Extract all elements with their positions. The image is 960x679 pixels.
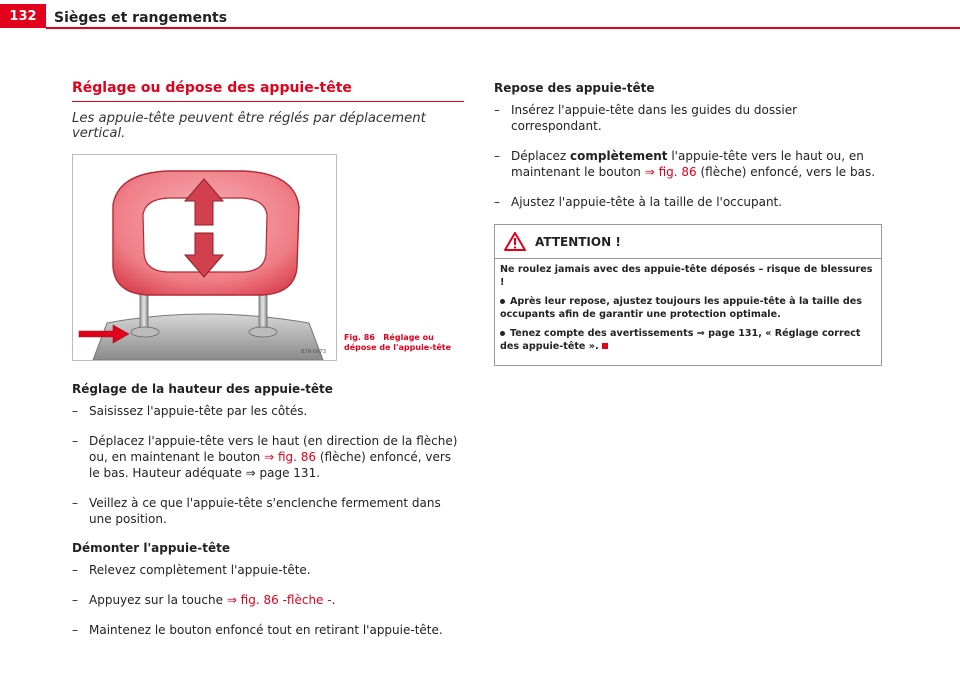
- headrest-drawing: [73, 155, 336, 360]
- warning-bullet: Tenez compte des avertissements ⇒ page 131, « Réglage correct des appuie-tête ».: [500, 328, 861, 352]
- fig-86-link[interactable]: ⇒ fig. 86 -flèche -: [226, 593, 332, 607]
- section-lede: Les appuie-tête peuvent être réglés par déplacement vertical.: [72, 111, 426, 141]
- headrest-illustration: [72, 154, 337, 361]
- list-item: – Ajustez l'appuie-tête à la taille de l'occupant.: [494, 195, 783, 209]
- list-item: – Déplacez complètement l'appuie-tête vers le haut ou, en maintenant le bouton ⇒ fig. 86 (flèche) enfoncé, vers le bas.: [494, 149, 876, 179]
- page-number: 132: [0, 4, 46, 28]
- list-item: – Déplacez l'appuie-tête vers le haut (en direction de la flèche) ou, en maintenant le bouton ⇒ fig. 86 (flèche) enfoncé, vers le bas. Hauteur adéquate ⇒ page 131.: [72, 434, 458, 480]
- warning-triangle-icon: [504, 232, 526, 251]
- warning-line: Ne roulez jamais avec des appuie-tête déposés – risque de blessures !: [500, 264, 873, 288]
- list-item: – Insérez l'appuie-tête dans les guides du dossier correspondant.: [494, 103, 798, 133]
- chapter-title: Sièges et rangements: [54, 10, 228, 26]
- fig-86-link[interactable]: ⇒ fig. 86: [264, 450, 317, 464]
- warning-header: [495, 225, 881, 259]
- warning-box: [494, 224, 882, 366]
- section-title: Réglage ou dépose des appuie-tête: [72, 80, 464, 102]
- header-rule: [46, 27, 960, 29]
- end-marker-icon: [602, 343, 608, 349]
- list-item: – Relevez complètement l'appuie-tête.: [72, 563, 311, 577]
- list-item: – Veillez à ce que l'appuie-tête s'enclenche fermement dans une position.: [72, 496, 441, 526]
- height-adjust-title: Réglage de la hauteur des appuie-tête: [72, 382, 333, 396]
- warning-title: ATTENTION !: [535, 234, 621, 249]
- warning-body: [495, 259, 881, 365]
- caption-number: Fig. 86: [344, 333, 375, 342]
- left-column: [72, 80, 464, 652]
- figure-caption: [344, 333, 464, 353]
- caption-text: Réglage ou: [383, 333, 434, 342]
- caption-text-2: dépose de l'appuie-tête: [344, 343, 452, 352]
- fig-86-link[interactable]: ⇒ fig. 86: [644, 165, 697, 179]
- figure-86: [72, 154, 464, 362]
- warning-bullet: Après leur repose, ajustez toujours les appuie-tête à la taille des occupants afin de garantir une protection optimale.: [500, 296, 862, 320]
- list-item: – Saisissez l'appuie-tête par les côtés.: [72, 404, 308, 418]
- remove-headrest-title: Démonter l'appuie-tête: [72, 541, 230, 555]
- reinstall-title: Repose des appuie-tête: [494, 81, 655, 95]
- list-item: – Appuyez sur la touche ⇒ fig. 86 -flèche -.: [72, 593, 336, 607]
- bullet-icon: [500, 299, 505, 304]
- bullet-icon: [500, 331, 505, 336]
- right-column: [494, 80, 882, 366]
- figure-code: B7N-0673: [301, 349, 326, 355]
- list-item: – Maintenez le bouton enfoncé tout en retirant l'appuie-tête.: [72, 623, 443, 637]
